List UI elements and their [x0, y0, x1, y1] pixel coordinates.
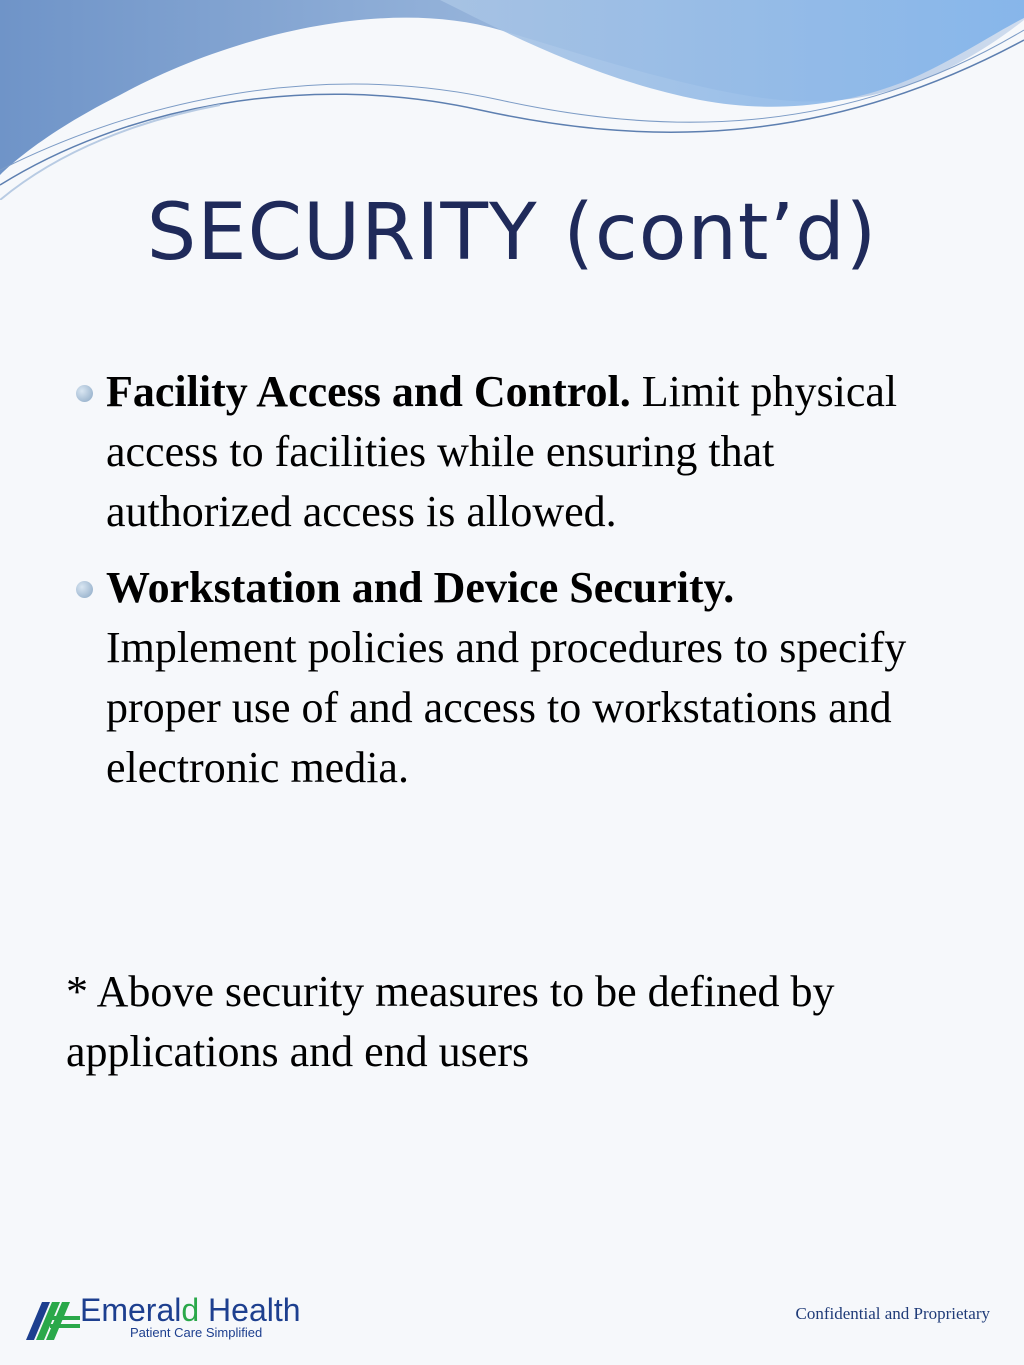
bullet-heading: Workstation and Device Security. [106, 563, 735, 612]
bullet-dot-icon [76, 385, 93, 402]
emerald-logo-icon [26, 1296, 82, 1342]
bullet-dot-icon [76, 581, 93, 598]
bullet-body: Implement policies and procedures to specify proper use of and access to workstations and electronic media. [106, 623, 907, 792]
company-logo [26, 1294, 316, 1344]
logo-text [80, 1294, 301, 1340]
bullet-list [72, 362, 932, 814]
footnote: * Above security measures to be defined by applications and end users [66, 967, 835, 1076]
brand-tagline: Patient Care Simplified [130, 1325, 263, 1340]
header-swoosh [0, 0, 1024, 200]
brand-part: Health [199, 1292, 301, 1328]
brand-part: Emeral [80, 1292, 182, 1328]
confidential-label: Confidential and Proprietary [795, 1304, 990, 1323]
brand-accent: d [181, 1292, 200, 1328]
bullet-body: Limit physical access to facilities while ensuring that authorized access is allowed. [106, 367, 898, 536]
page-title: SECURITY (cont’d) [146, 188, 878, 278]
bullet-item [72, 362, 932, 542]
bullet-item [72, 558, 932, 798]
bullet-heading: Facility Access and Control. [106, 367, 631, 416]
brand-name [80, 1294, 301, 1326]
